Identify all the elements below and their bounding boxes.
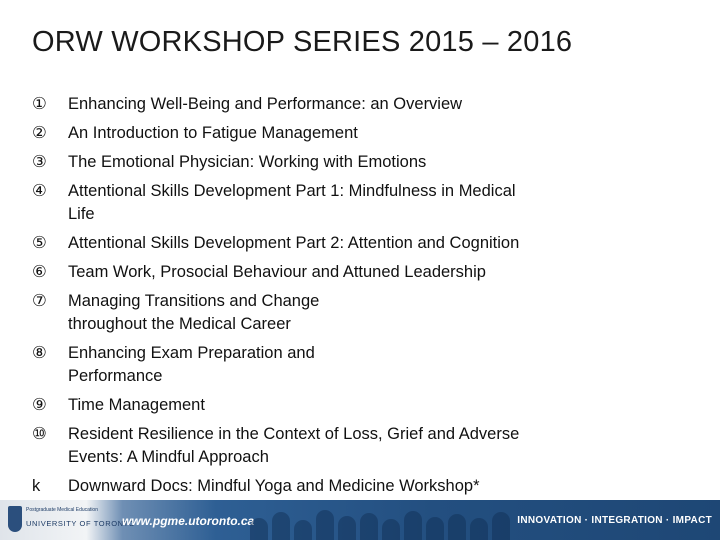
- person-silhouette-icon: [404, 511, 422, 540]
- item-number: ④: [32, 182, 47, 200]
- item-text: The Emotional Physician: Working with Emotions: [68, 153, 427, 171]
- list-item: [32, 232, 692, 255]
- person-silhouette-icon: [382, 519, 400, 540]
- person-silhouette-icon: [426, 517, 444, 540]
- person-silhouette-icon: [448, 514, 466, 540]
- list-item: [32, 261, 692, 284]
- item-text: An Introduction to Fatigue Management: [68, 124, 358, 142]
- item-number: ①: [32, 95, 47, 113]
- item-text: Attentional Skills Development Part 1: Mindfulness in Medical Life: [68, 182, 516, 223]
- person-silhouette-icon: [294, 520, 312, 540]
- people-photo-strip: [250, 504, 520, 540]
- item-text: Managing Transitions and Change throughout the Medical Career: [68, 292, 320, 333]
- item-text: Team Work, Prosocial Behaviour and Attuned Leadership: [68, 263, 486, 281]
- person-silhouette-icon: [272, 512, 290, 540]
- list-item: [32, 342, 692, 388]
- item-text: Resident Resilience in the Context of Loss, Grief and Adverse Events: A Mindful Approach: [68, 425, 520, 466]
- slide-title: ORW WORKSHOP SERIES 2015 – 2016: [32, 26, 573, 58]
- tagline: INNOVATION · INTEGRATION · IMPACT: [517, 515, 712, 526]
- list-item: [32, 475, 692, 498]
- item-number: k: [32, 477, 41, 495]
- person-silhouette-icon: [470, 518, 488, 540]
- university-crest-icon: [8, 506, 22, 532]
- item-number: ⑥: [32, 263, 47, 281]
- list-item: [32, 394, 692, 417]
- item-text: Attentional Skills Development Part 2: Attention and Cognition: [68, 234, 520, 252]
- item-number: ②: [32, 124, 47, 142]
- item-number: ⑤: [32, 234, 47, 252]
- person-silhouette-icon: [492, 512, 510, 540]
- item-number: ⑦: [32, 292, 47, 310]
- person-silhouette-icon: [360, 513, 378, 540]
- footer-banner: [0, 500, 720, 540]
- item-number: ③: [32, 153, 47, 171]
- list-item: [32, 151, 692, 174]
- list-item: [32, 93, 692, 116]
- item-number: ⑨: [32, 396, 47, 414]
- item-text: Downward Docs: Mindful Yoga and Medicine Workshop*: [68, 477, 480, 495]
- person-silhouette-icon: [338, 516, 356, 540]
- person-silhouette-icon: [250, 518, 268, 540]
- university-name: UNIVERSITY OF TORONTO: [26, 519, 136, 528]
- list-item: [32, 290, 692, 336]
- list-item: [32, 423, 692, 469]
- workshop-list: [32, 93, 692, 504]
- person-silhouette-icon: [316, 510, 334, 540]
- list-item: [32, 180, 692, 226]
- item-number: ⑩: [32, 425, 47, 443]
- list-item: [32, 122, 692, 145]
- item-number: ⑧: [32, 344, 47, 362]
- website-url[interactable]: www.pgme.utoronto.ca: [122, 514, 255, 528]
- item-text: Time Management: [68, 396, 205, 414]
- org-subtitle: Postgraduate Medical Education: [26, 507, 98, 513]
- item-text: Enhancing Exam Preparation and Performance: [68, 344, 315, 385]
- item-text: Enhancing Well-Being and Performance: an Overview: [68, 95, 463, 113]
